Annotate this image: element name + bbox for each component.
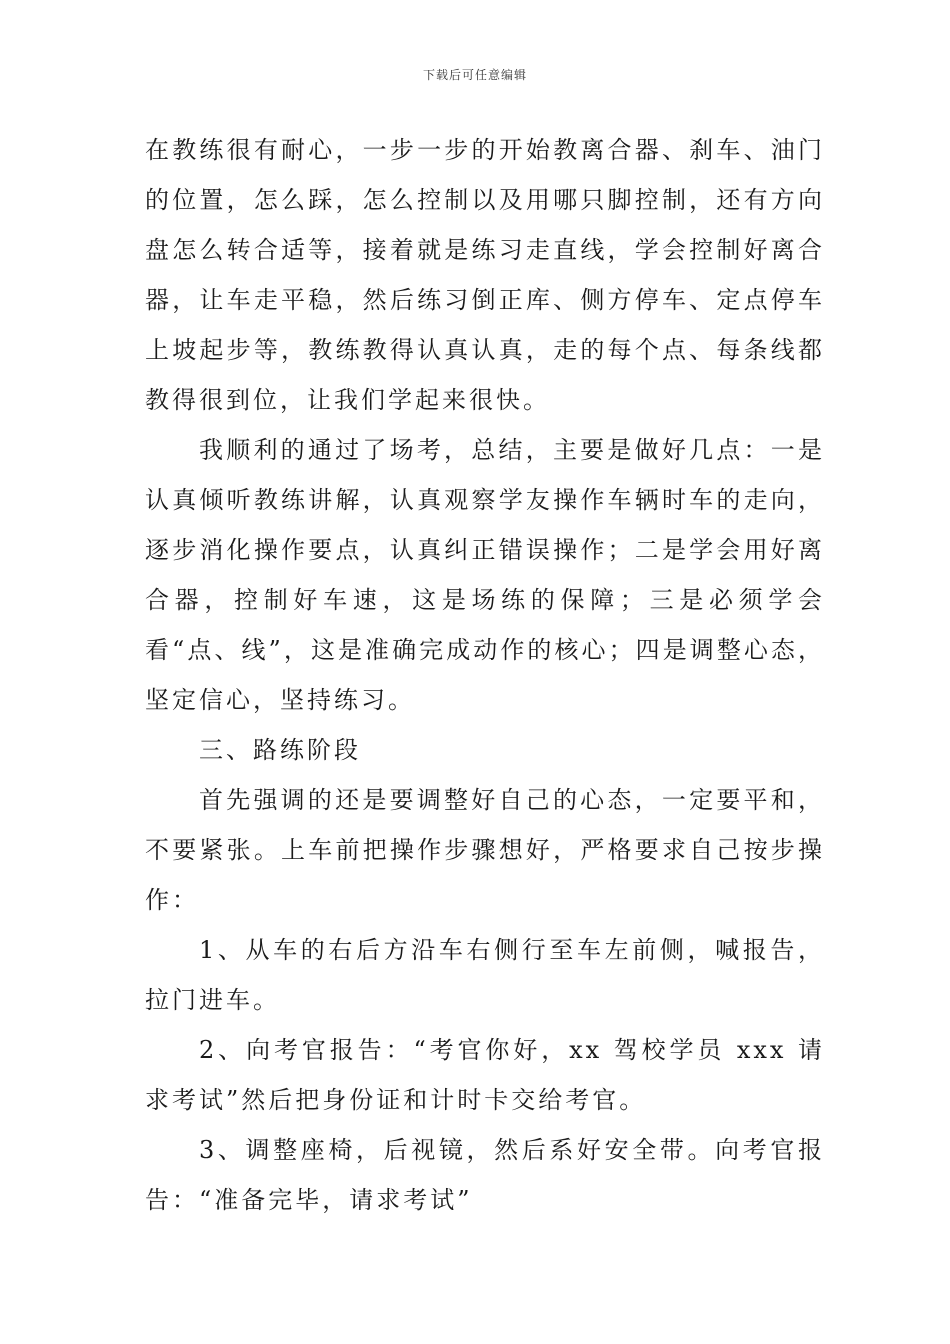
list-item-step-2: 2、向考官报告：“考官你好，xx 驾校学员 xxx 请求考试”然后把身份证和计时卡交给考官。	[145, 1036, 825, 1114]
list-item-step-1: 1、从车的右后方沿车右侧行至车左前侧，喊报告，拉门进车。	[145, 936, 825, 1014]
paragraph-field-exam-summary: 我顺利的通过了场考，总结，主要是做好几点：一是认真倾听教练讲解，认真观察学友操作车辆时车的走向，逐步消化操作要点，认真纠正错误操作；二是学会用好离合器，控制好车速，这是场练的保障；三是必须学会看“点、线”，这是准确完成动作的核心；四是调整心态，坚定信心，坚持练习。	[145, 436, 825, 714]
section-heading-road-practice: 三、路练阶段	[199, 736, 361, 764]
document-body	[145, 125, 825, 1225]
paragraph-field-practice-intro: 在教练很有耐心，一步一步的开始教离合器、刹车、油门的位置，怎么踩，怎么控制以及用哪只脚控制，还有方向盘怎么转合适等，接着就是练习走直线，学会控制好离合器，让车走平稳，然后练习倒正库、侧方停车、定点停车上坡起步等，教练教得认真认真，走的每个点、每条线都教得很到位，让我们学起来很快。	[145, 136, 825, 414]
paragraph-road-practice-intro: 首先强调的还是要调整好自己的心态，一定要平和，不要紧张。上车前把操作步骤想好，严格要求自己按步操作：	[145, 786, 825, 914]
list-item-step-3: 3、调整座椅，后视镜，然后系好安全带。向考官报告：“准备完毕，请求考试”	[145, 1136, 825, 1214]
page-header-note: 下载后可任意编辑	[422, 68, 527, 82]
